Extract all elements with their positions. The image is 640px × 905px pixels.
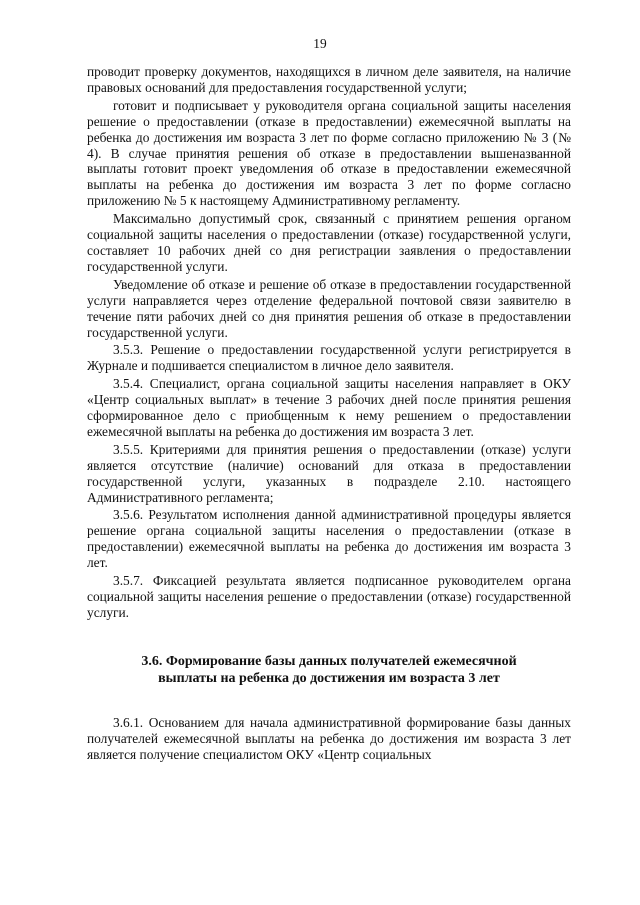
document-body xyxy=(87,64,571,765)
paragraph: Максимально допустимый срок, связанный с принятием решения органом социальной защиты населения о предоставлении (отказе) государственной услуги, составляет 10 рабочих дней со дня регистрации заявления о предоставлении государственной услуги. xyxy=(87,211,571,274)
paragraph: 3.5.3. Решение о предоставлении государственной услуги регистрируется в Журнале и подшивается специалистом в личное дело заявителя. xyxy=(87,342,571,374)
paragraph: готовит и подписывает у руководителя органа социальной защиты населения решение о предоставлении (отказе в предоставлении) ежемесячной выплаты на ребенка до достижения им возраста 3 лет по форме согласно приложению № 3 (№ 4). В случае принятия решения об отказе в предоставлении вышеназванной выплаты готовит проект уведомления об отказе в предоставлении ежемесячной выплаты на ребенка до достижения им возраста 3 лет по форме согласно приложению № 5 к настоящему Административному регламенту. xyxy=(87,97,571,209)
paragraph: 3.6.1. Основанием для начала административной формирование базы данных получателей ежемесячной выплаты на ребенка до достижения им возраста 3 лет является получение специалистом ОКУ «Центр социальных xyxy=(87,714,571,762)
page-number: 19 xyxy=(313,36,327,51)
paragraph: 3.5.4. Специалист, органа социальной защиты населения направляет в ОКУ «Центр социальных выплат» в течение 3 рабочих дней после принятия решения сформированное дело с приобщенным к нему решением о предоставлении ежемесячной выплаты на ребенка до достижения им возраста 3 лет. xyxy=(87,376,571,439)
paragraph: 3.5.6. Результатом исполнения данной административной процедуры является решение органа социальной защиты населения о предоставлении (отказе в предоставлении) ежемесячной выплаты на ребенка до достижения им возраста 3 лет. xyxy=(87,507,571,571)
paragraph: проводит проверку документов, находящихся в личном деле заявителя, на наличие правовых оснований для предоставления государственной услуги; xyxy=(87,64,571,95)
paragraph: Уведомление об отказе и решение об отказе в предоставлении государственной услуги направляется через отделение федеральной почтовой связи заявителю в течение пяти рабочих дней со дня принятия решения об отказе в предоставлении государственной услуги. xyxy=(87,276,571,340)
paragraph: 3.5.5. Критериями для принятия решения о предоставлении (отказе) услуги является отсутствие (наличие) оснований для отказа в предоставлении государственной услуги, указанных в подразделе 2.10. настоящего Административного регламента; xyxy=(87,441,571,505)
section-heading: 3.6. Формирование базы данных получателей ежемесячной выплаты на ребенка до достижения им возраста 3 лет xyxy=(141,653,517,686)
paragraph: 3.5.7. Фиксацией результата является подписанное руководителем органа социальной защиты населения решение о предоставлении (отказе) государственной услуги. xyxy=(87,573,571,620)
